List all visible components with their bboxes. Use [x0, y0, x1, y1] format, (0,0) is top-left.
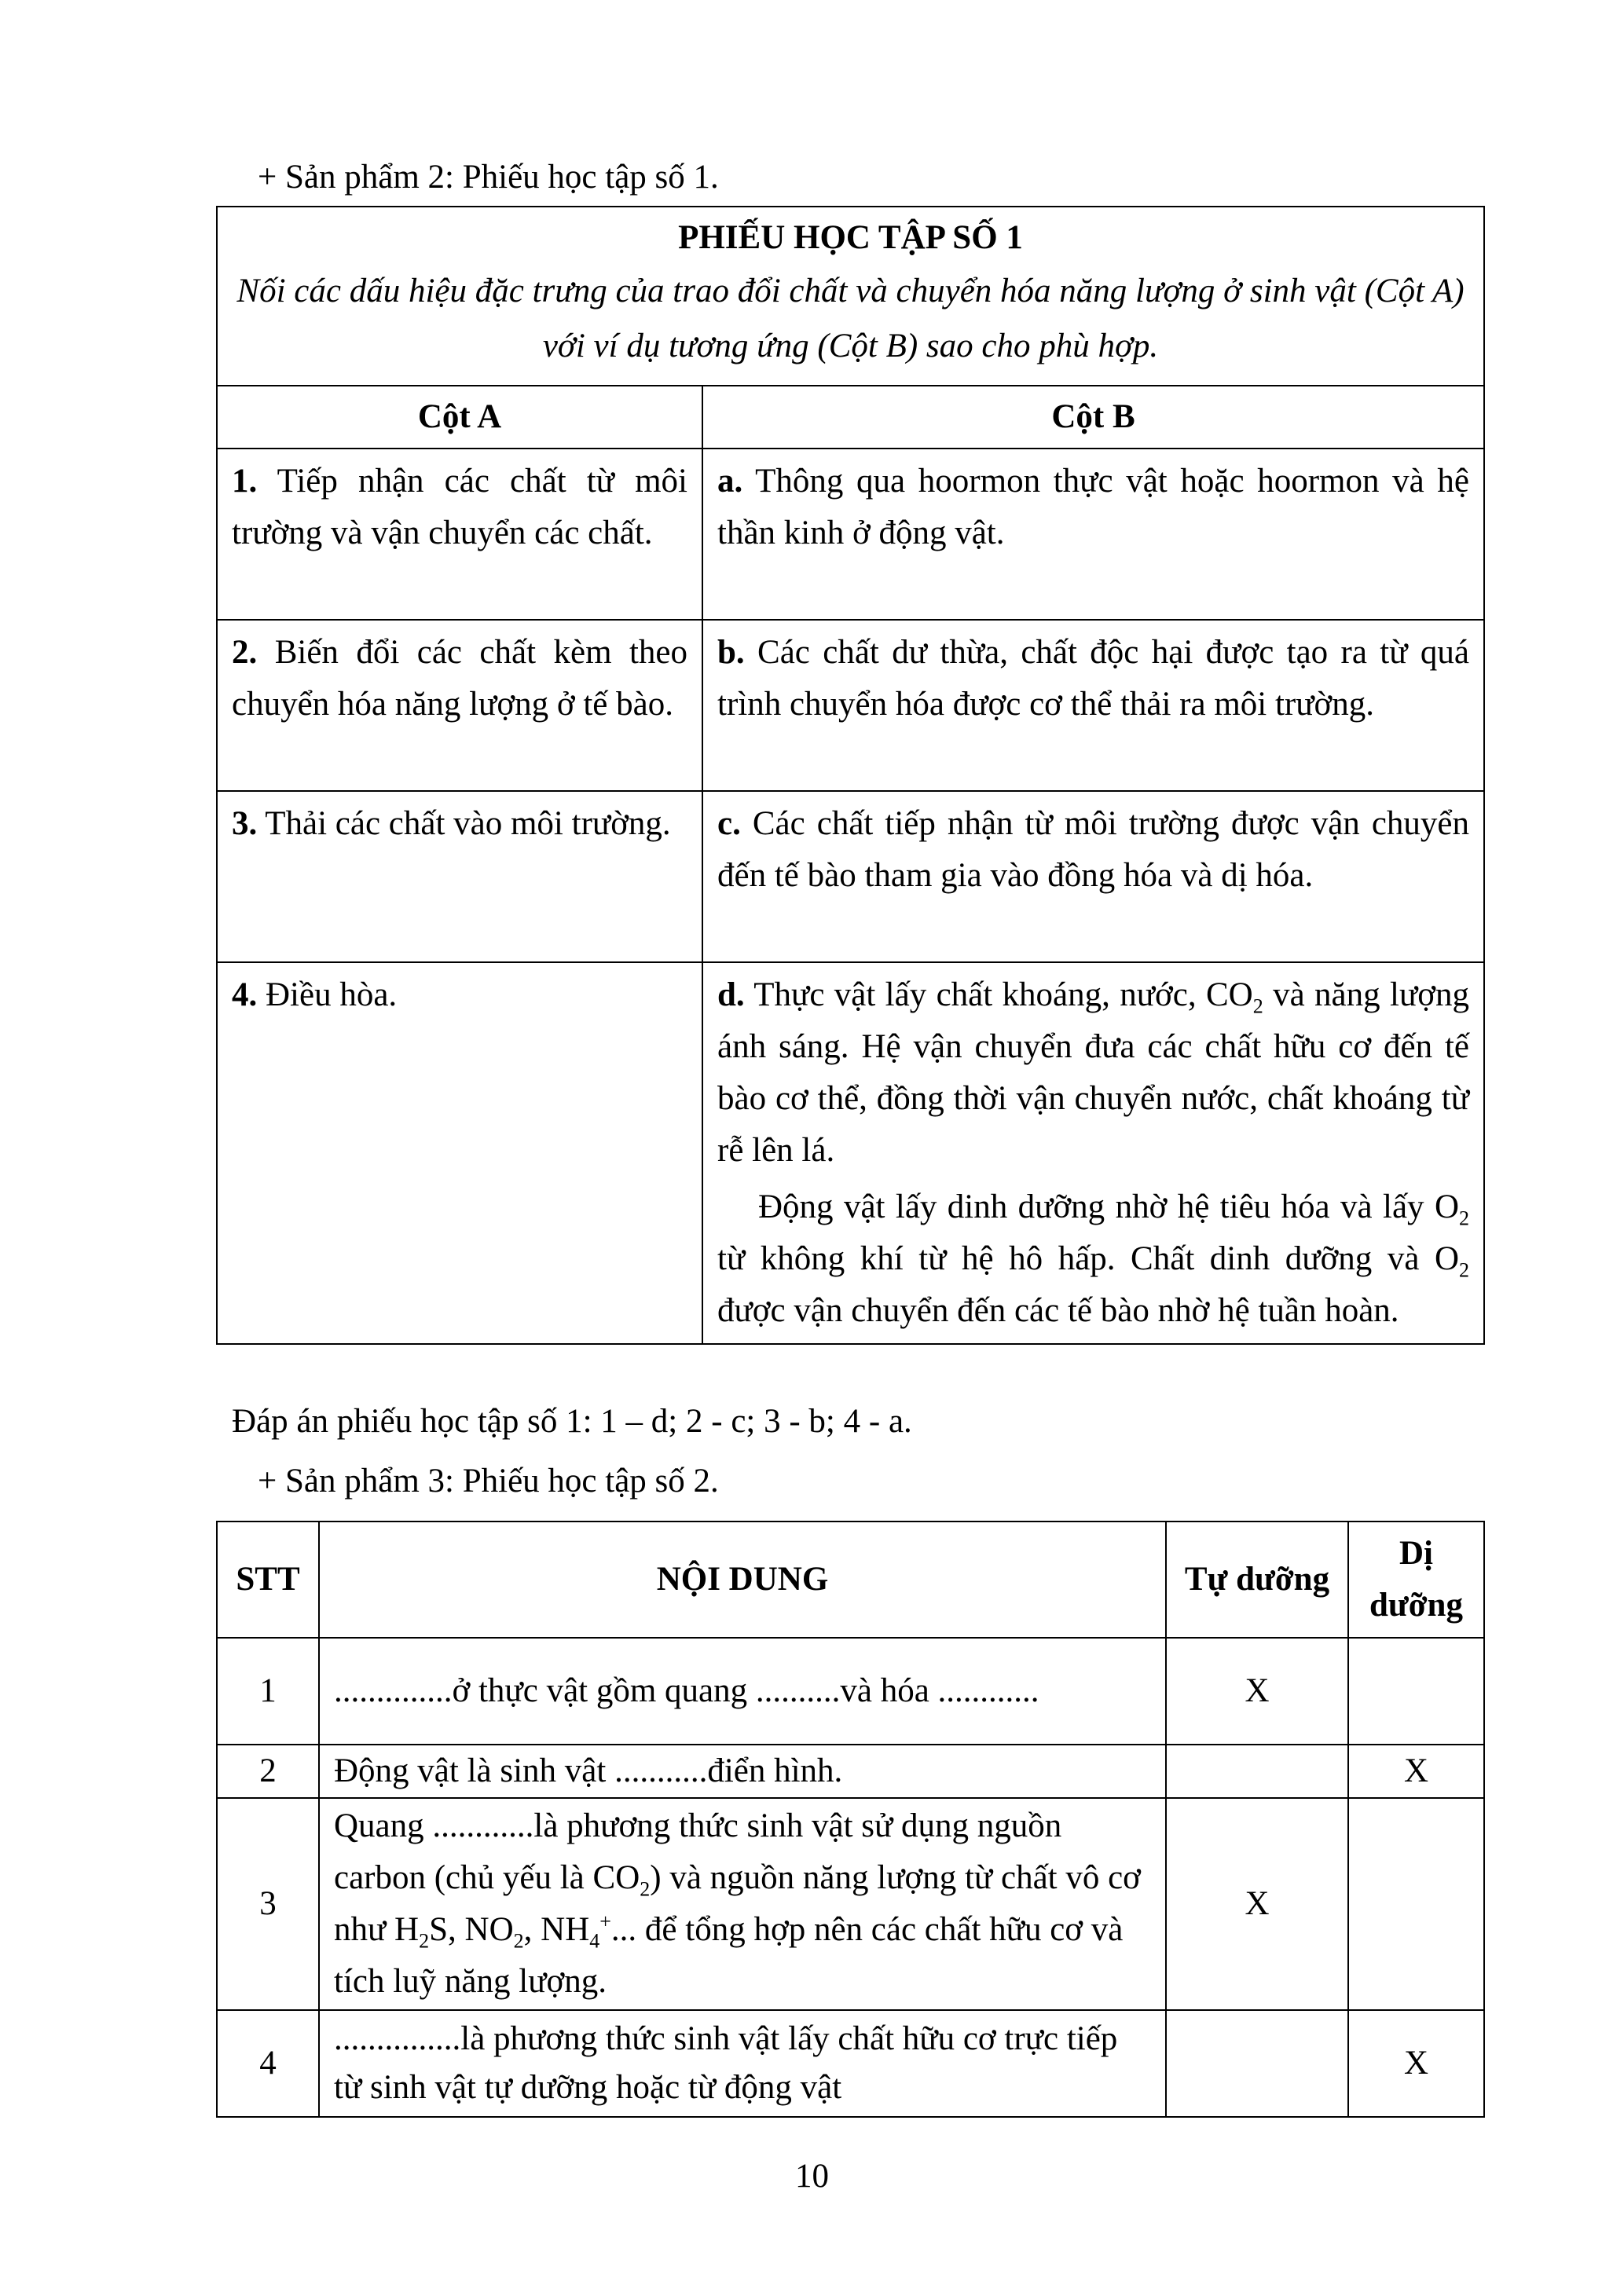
worksheet-1-header [217, 207, 1484, 386]
content-cell: ..............ở thực vật gồm quang ..........và hóa ............ [319, 1638, 1166, 1745]
table-row [217, 1745, 1484, 1798]
worksheet-2-table [216, 1521, 1485, 2118]
table-row [217, 1798, 1484, 2010]
worksheet-1-table [216, 206, 1485, 1345]
column-b-cell: c. Các chất tiếp nhận từ môi trường được vận chuyển đến tế bào tham gia vào đồng hóa và dị hóa. [702, 791, 1484, 962]
stt-cell: 3 [217, 1798, 319, 2010]
worksheet-1-title: PHIẾU HỌC TẬP SỐ 1 [678, 219, 1023, 256]
table-row [217, 962, 1484, 1344]
table-row [217, 791, 1484, 962]
heterotroph-header: Dị dưỡng [1348, 1522, 1484, 1638]
table-row [217, 620, 1484, 791]
content-cell: ...............là phương thức sinh vật lấy chất hữu cơ trực tiếp từ sinh vật tự dưỡng hoặc từ động vật [319, 2010, 1166, 2117]
answer-key: Đáp án phiếu học tập số 1: 1 – d; 2 - c; 3 - b; 4 - a. [232, 1403, 912, 1440]
animal-paragraph: Động vật lấy dinh dưỡng nhờ hệ tiêu hóa và lấy $O_2$ từ không khí từ hệ hô hấp. Chất dinh dưỡng và $O_2$ được vận chuyển đến các tế bào nhờ hệ tuần hoàn. [717, 1188, 1469, 1329]
column-b-cell: a. Thông qua hoormon thực vật hoặc hoormon và hệ thần kinh ở động vật. [702, 449, 1484, 620]
column-a-cell: 4. Điều hòa. [217, 962, 702, 1344]
column-a-cell: 1. Tiếp nhận các chất từ môi trường và vận chuyển các chất. [217, 449, 702, 620]
table-row [217, 2010, 1484, 2117]
stt-cell: 1 [217, 1638, 319, 1745]
intro-product-2: + Sản phẩm 2: Phiếu học tập số 1. [258, 159, 719, 196]
column-b-cell: b. Các chất dư thừa, chất độc hại được tạo ra từ quá trình chuyển hóa được cơ thể thải ra môi trường. [702, 620, 1484, 791]
autotroph-cell: X [1166, 1638, 1348, 1745]
stt-cell: 4 [217, 2010, 319, 2117]
intro-product-3: + Sản phẩm 3: Phiếu học tập số 2. [258, 1463, 719, 1500]
column-b-header: Cột B [702, 386, 1484, 449]
page-number: 10 [795, 2158, 829, 2195]
heterotroph-cell [1348, 1798, 1484, 2010]
column-a-cell: 2. Biến đổi các chất kèm theo chuyển hóa năng lượng ở tế bào. [217, 620, 702, 791]
table-row [217, 449, 1484, 620]
column-a-header: Cột A [217, 386, 702, 449]
autotroph-cell [1166, 2010, 1348, 2117]
autotroph-cell [1166, 1745, 1348, 1798]
heterotroph-cell: X [1348, 2010, 1484, 2117]
autotroph-cell: X [1166, 1798, 1348, 2010]
plant-paragraph: d. Thực vật lấy chất khoáng, nước, $CO_2$ và năng lượng ánh sáng. Hệ vận chuyển đưa các chất hữu cơ đến tế bào cơ thể, đồng thời vận chuyển nước, chất khoáng từ rễ lên lá. [717, 976, 1469, 1169]
heterotroph-cell: X [1348, 1745, 1484, 1798]
content-cell: Động vật là sinh vật ...........điển hình. [319, 1745, 1166, 1798]
stt-cell: 2 [217, 1745, 319, 1798]
autotroph-header: Tự dưỡng [1166, 1522, 1348, 1638]
stt-header: STT [217, 1522, 319, 1638]
column-a-cell: 3. Thải các chất vào môi trường. [217, 791, 702, 962]
content-header: NỘI DUNG [319, 1522, 1166, 1638]
content-cell: Quang ............là phương thức sinh vật sử dụng nguồn carbon (chủ yếu là $CO_2$) và nguồn năng lượng từ chất vô cơ như $H_2S$, $NO_2$, $NH_4^+$... để tổng hợp nên các chất hữu cơ và tích luỹ năng lượng. [319, 1798, 1166, 2010]
heterotroph-cell [1348, 1638, 1484, 1745]
column-b-cell [702, 962, 1484, 1344]
worksheet-1-instruction: Nối các dấu hiệu đặc trưng của trao đổi chất và chuyển hóa năng lượng ở sinh vật (Cột A) với ví dụ tương ứng (Cột B) sao cho phù hợp. [236, 273, 1465, 364]
table-row [217, 1638, 1484, 1745]
